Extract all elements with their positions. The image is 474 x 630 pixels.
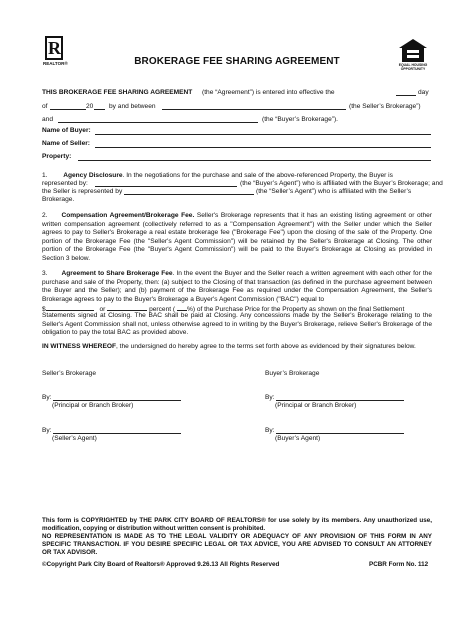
witness-paragraph <box>42 343 432 352</box>
section1-line2-text: (the “Buyer’s Agent”) who is affiliated with the Buyer’s Brokerage; and <box>240 180 443 187</box>
copyright-notice: This form is COPYRIGHTED by THE PARK CITY BOARD OF REALTORS® for use solely by its members. Any unauthorized use, modification, copying or distribution without written consent is prohibited. <box>42 517 432 532</box>
bac-amount-field[interactable] <box>46 304 94 311</box>
buyers-brokerage-field[interactable] <box>58 122 258 123</box>
sellers-agent-field[interactable] <box>124 194 254 195</box>
buyers-brokerage-sig-label: Buyer’s Brokerage <box>265 370 320 377</box>
witness-text: , the undersigned do hereby agree to the terms set forth above as evidenced by their signatures below. <box>116 343 416 350</box>
buyer-broker-signature-field[interactable] <box>276 400 404 401</box>
witness-bold: IN WITNESS WHEREOF <box>42 343 116 350</box>
buyer-agent-caption: (Buyer’s Agent) <box>275 435 321 442</box>
seller-field[interactable] <box>95 147 431 148</box>
bac-percent-field[interactable] <box>177 304 187 311</box>
section3-heading: Agreement to Share Brokerage Fee <box>61 270 173 277</box>
seller-broker-caption: (Principal or Branch Broker) <box>52 402 134 409</box>
sellers-brokerage-label: (the Seller’s Brokerage”) <box>349 103 421 110</box>
section3-paragraph-1 <box>42 270 432 304</box>
property-label: Property: <box>42 153 72 160</box>
or-label: or <box>99 306 106 313</box>
section1-line2-label: represented by: <box>42 180 88 187</box>
buyer-agent-by-label: By: <box>265 427 275 434</box>
legal-disclaimer: NO REPRESENTATION IS MADE AS TO THE LEGAL VALIDITY OR ADEQUACY OF ANY PROVISION OF THIS FORM IN ANY SPECIFIC TRANSACTION. IF YOU DESIRE SPECIFIC LEGAL OR TAX ADVICE, YOU ARE ADVISED TO CONSULT AN ATTORNEY OR TAX ADVISOR. <box>42 533 432 556</box>
month-field[interactable] <box>50 109 86 110</box>
bac-percent-words-field[interactable] <box>107 304 147 311</box>
buyer-label: Name of Buyer: <box>42 127 91 134</box>
year-field[interactable] <box>94 109 105 110</box>
seller-label: Name of Seller: <box>42 140 91 147</box>
equal-housing-icon <box>398 38 428 64</box>
section1-line4: Brokerage. <box>42 196 75 203</box>
buyer-broker-by-label: By: <box>265 394 275 401</box>
seller-agent-by-label: By: <box>42 427 52 434</box>
and-label: and <box>42 116 54 123</box>
seller-broker-signature-field[interactable] <box>53 400 181 401</box>
buyers-agent-field[interactable] <box>95 186 237 187</box>
realtor-logo: R <box>45 36 63 60</box>
section2-heading: Compensation Agreement/Brokerage Fee. <box>61 212 195 219</box>
section1-line3-label: the Seller is represented by <box>42 188 123 195</box>
seller-agent-signature-field[interactable] <box>53 433 181 434</box>
percent-rest-text: %) of the Purchase Price for the Property as shown on the final Settlement <box>186 306 405 313</box>
approved-line: ©Copyright Park City Board of Realtors® Approved 9.26.13 All Rights Reserved <box>42 561 280 568</box>
section2-number: 2. <box>42 212 48 219</box>
seller-agent-caption: (Seller’s Agent) <box>52 435 97 442</box>
day-field[interactable] <box>396 95 416 96</box>
document-title: BROKERAGE FEE SHARING AGREEMENT <box>134 56 340 67</box>
section3-text-1: . In the event the Buyer and the Seller reach a written agreement with each other for the purchase and sale of the Property, then: (a) subject to the Closing of that transaction (as defined in the purchase agreement between the Buyer and the Seller); and (b) payment of the Brokerage Fee as required under the Compensation Agreement, the Seller's Brokerage agrees to pay to the Buyer's Brokerage a Buyer's Agent Commission ("BAC") equal to <box>42 270 432 303</box>
section1-heading: Agency Disclosure <box>63 172 123 179</box>
buyer-broker-caption: (Principal or Branch Broker) <box>275 402 357 409</box>
percent-label: percent ( <box>149 306 176 313</box>
section3-paragraph-2: Statements signed at Closing. The BAC shall be paid at Closing. Any concessions made by the Seller's Brokerage relating to the Seller's Agent Commission shall not, unless otherwise agreed to in writing by the Buyer's Brokerage, relieve Seller's Brokerage of the obligation to pay the total BAC as provided above. <box>42 312 432 336</box>
section3-number: 3. <box>42 270 48 277</box>
buyer-agent-signature-field[interactable] <box>276 433 404 434</box>
seller-broker-by-label: By: <box>42 394 52 401</box>
section1-line3-text: (the “Seller’s Agent”) who is affiliated with the Seller’s <box>256 188 412 195</box>
sellers-brokerage-field[interactable] <box>162 109 346 110</box>
realtor-logo-text: REALTOR® <box>43 61 68 66</box>
buyer-field[interactable] <box>95 134 431 135</box>
section1-number: 1. <box>42 172 48 179</box>
section1-text: . In the negotiations for the purchase and sale of the above-referenced Property, the Buyer is <box>122 172 393 179</box>
intro-effective-text: (the “Agreement”) is entered into effective the <box>202 89 335 96</box>
sellers-brokerage-sig-label: Seller’s Brokerage <box>42 370 96 377</box>
intro-bold-lead: THIS BROKERAGE FEE SHARING AGREEMENT <box>42 89 193 96</box>
section2-text: Seller's Brokerage represents that it has an existing listing agreement or other written compensation agreement (collectively referred to as a "Compensation Agreement") with the Seller under which the Seller agrees to pay to Seller's Brokerage a real estate brokerage fee ("Brokerage Fee") upon the closing of the sale of the Property. One portion of the Brokerage Fee (the "Seller's Agent Commission") will be retained by the Seller's Brokerage at Closing. The other portion of the Brokerage Fee (the "Buyer's Agent Commission") will be paid to the Buyer's Brokerage at Closing as provided in Section 3 below. <box>42 212 432 262</box>
section2-paragraph <box>42 212 432 263</box>
dollar-sign: $ <box>42 306 46 313</box>
property-field[interactable] <box>78 160 431 161</box>
intro-line-1 <box>42 89 335 97</box>
form-number: PCBR Form No. 112 <box>369 561 429 568</box>
equal-housing-text: EQUAL HOUSING OPPORTUNITY <box>398 63 428 71</box>
year-prefix: 20 <box>86 103 94 110</box>
buyers-brokerage-label: (the “Buyer’s Brokerage”). <box>262 116 338 123</box>
by-between-label: by and between <box>109 103 156 110</box>
day-label: day <box>418 89 429 96</box>
of-label: of <box>42 103 48 110</box>
